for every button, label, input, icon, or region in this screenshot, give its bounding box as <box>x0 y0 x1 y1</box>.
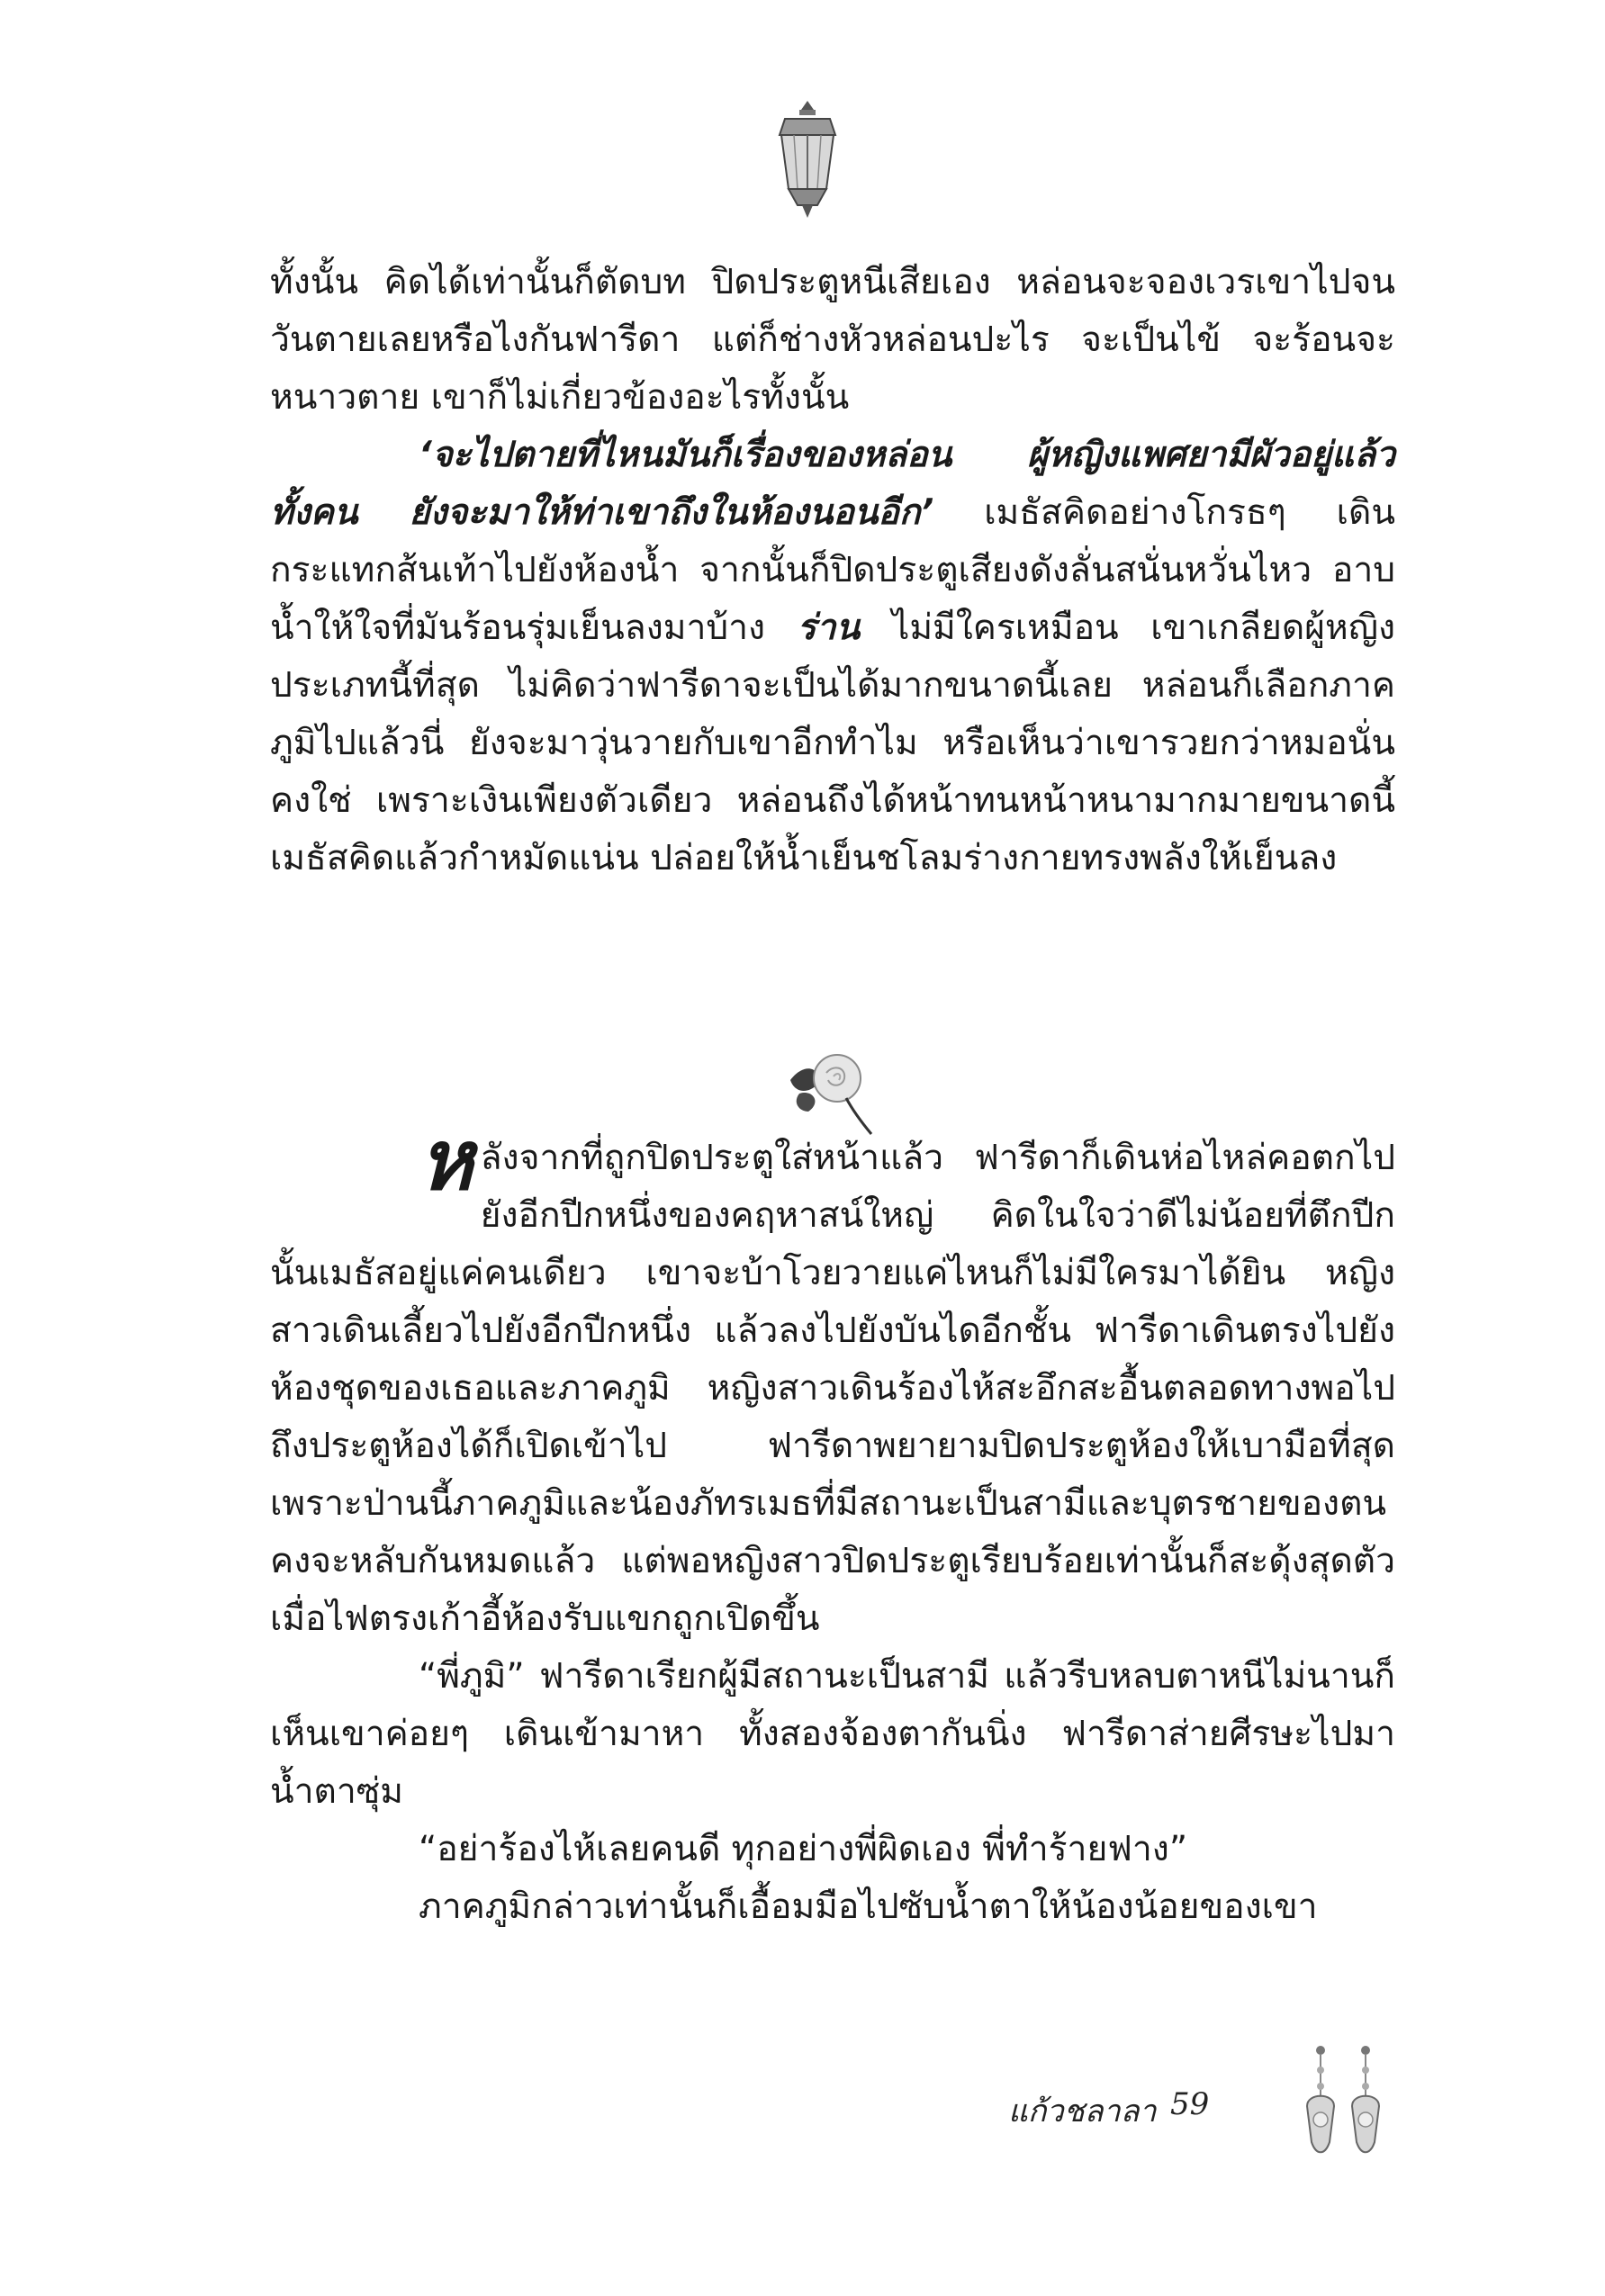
paragraph <box>270 1112 1395 1648</box>
earrings-icon <box>1289 2043 1397 2183</box>
paragraph: ทั้งนั้น คิดได้เท่านั้นก็ตัดบท ปิดประตูหนีเสียเอง หล่อนจะจองเวรเขาไปจนวันตายเลยหรือไงกันฟารีดา แต่ก็ช่างหัวหล่อนปะไร จะเป็นไข้ จะร้อนจะหนาวตาย เขาก็ไม่เกี่ยวข้องอะไรทั้งนั้น <box>270 262 1395 418</box>
text-block-top <box>270 254 1395 887</box>
text-block-bottom <box>270 1112 1395 1936</box>
page-number: 59 <box>1170 2086 1210 2122</box>
paragraph: “พี่ภูมิ” ฟารีดาเรียกผู้มีสถานะเป็นสามี แล้วรีบหลบตาหนีไม่นานก็เห็นเขาค่อยๆ เดินเข้ามาหา ทั้งสองจ้องตากันนิ่ง ฟารีดาส่ายศีรษะไปมาน้ำตาซุ่ม <box>270 1656 1395 1812</box>
italic-word: ร่าน <box>797 608 861 648</box>
paragraph: ภาคภูมิกล่าวเท่านั้นก็เอื้อมมือไปซับน้ำตาให้น้องน้อยของเขา <box>419 1886 1318 1927</box>
drop-cap: ห <box>419 1112 473 1209</box>
paragraph <box>270 427 1395 887</box>
paragraph: “อย่าร้องไห้เลยคนดี ทุกอย่างพี่ผิดเอง พี่ทำร้ายฟาง” <box>419 1829 1188 1869</box>
running-footer-title: แก้วชลาลา <box>1008 2093 1157 2129</box>
text-run: ลังจากที่ถูกปิดประตูใส่หน้าแล้ว ฟารีดาก็เดินห่อไหล่คอตกไปยังอีกปีกหนึ่งของคฤหาสน์ใหญ่ คิดในใจว่าดีไม่น้อยที่ตึกปีกนั้นเมธัสอยู่แค่คนเดียว เขาจะบ้าโวยวายแค่ไหนก็ไม่มีใครมาได้ยิน หญิงสาวเดินเลี้ยวไปยังอีกปีกหนึ่ง แล้วลงไปยังบันไดอีกชั้น ฟารีดาเดินตรงไปยังห้องชุดของเธอและภาคภูมิ หญิงสาวเดินร้องไห้สะอึกสะอื้นตลอดทางพอไปถึงประตูห้องได้ก็เปิดเข้าไป ฟารีดาพยายามปิดประตูห้องให้เบามือที่สุด เพราะป่านนี้ภาคภูมิและน้องภัทรเมธที่มีสถานะเป็นสามีและบุตรชายของตนคงจะหลับกันหมดแล้ว แต่พอหญิงสาวปิดประตูเรียบร้อยเท่านั้นก็สะดุ้งสุดตัวเมื่อไฟตรงเก้าอี้ห้องรับแขกถูกเปิดขึ้น <box>270 1138 1395 1639</box>
text-run: เมธัสคิดอย่างโกรธๆ เดินกระแทกส้นเท้าไปยังห้องน้ำ จากนั้นก็ปิดประตูเสียงดังลั่นสนั่นหวั่นไหว อาบน้ำให้ใจที่มันร้อนรุ่มเย็นลงมาบ้าง <box>270 492 1395 648</box>
italic-thought: ‘จะไปตายที่ไหนมันก็เรื่องของหล่อน ผู้หญิงแพศยามีผัวอยู่แล้วทั้งคน ยังจะมาให้ท่าเขาถึงในห้องนอนอีก’ <box>270 435 1395 533</box>
text-run: ไม่มีใครเหมือน เขาเกลียดผู้หญิงประเภทนี้ที่สุด ไม่คิดว่าฟารีดาจะเป็นได้มากขนาดนี้เลย หล่อนก็เลือกภาคภูมิไปแล้วนี่ ยังจะมาวุ่นวายกับเขาอีกทำไม หรือเห็นว่าเขารวยกว่าหมอนั่น คงใช่ เพราะเงินเพียงตัวเดียว หล่อนถึงได้หน้าทนหน้าหนามากมายขนาดนี้ เมธัสคิดแล้วกำหมัดแน่น ปล่อยให้น้ำเย็นชโลมร่างกายทรงพลังให้เย็นลง <box>270 608 1395 878</box>
rose-icon <box>781 1044 880 1139</box>
lantern-icon <box>772 99 843 221</box>
